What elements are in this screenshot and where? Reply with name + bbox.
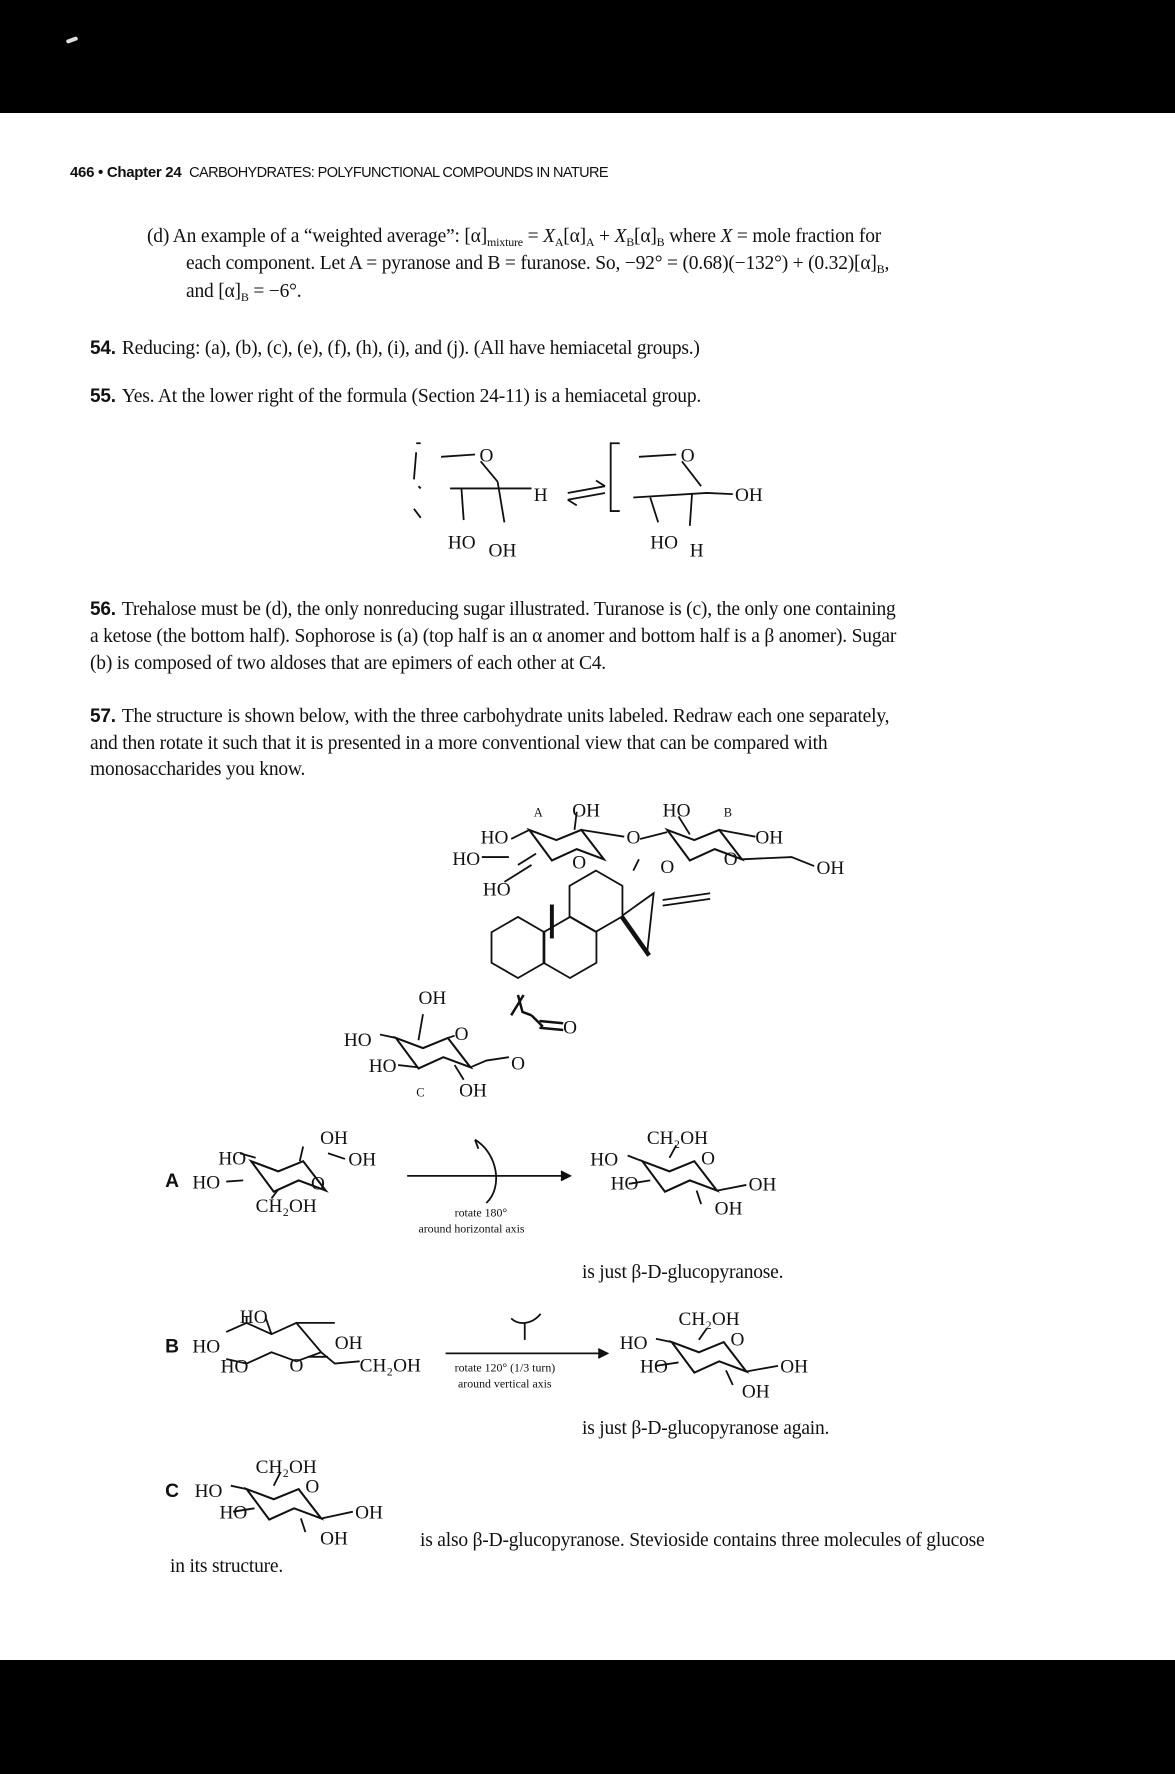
text-run: B (240, 290, 249, 304)
text-run: and [α] (186, 281, 241, 302)
answer-number: 57. (90, 706, 116, 727)
rotation-axis-a: around horizontal axis (418, 1221, 525, 1236)
sugar-a-ring (529, 830, 604, 861)
group-oh: OH (320, 1128, 348, 1150)
answer-text: Trehalose must be (d), the only nonreducing sugar illustrated. Turanose is (c), the only one containing (121, 599, 896, 620)
group-ch2oh: CH₂OH (255, 1196, 317, 1218)
ring-oxygen: O (311, 1173, 325, 1195)
ring-oxygen: O (701, 1148, 716, 1170)
ring-oxygen: O (730, 1329, 745, 1351)
text-run: B (656, 235, 665, 249)
answer-number: 54. (90, 338, 116, 359)
group-oh: OH (572, 800, 601, 822)
answer-number: 55. (90, 386, 116, 407)
text-run: B (626, 235, 635, 249)
answer-57-line-3: monosaccharides you know. (90, 759, 306, 780)
exo-methylene (663, 893, 710, 905)
group-ho: HO (640, 1356, 668, 1378)
text-run: [α] (563, 226, 586, 247)
row-label-b: B (165, 1336, 180, 1358)
result-c-text: is also β-D-glucopyranose. Stevioside contains three molecules of glucose (420, 1530, 985, 1551)
group-oh: OH (816, 857, 845, 879)
rotation-curve-b (511, 1314, 540, 1340)
unit-label-a: A (533, 805, 543, 820)
text-run: , (884, 253, 890, 274)
group-ho: HO (194, 1480, 223, 1502)
carbonyl-oxygen: O (563, 1017, 578, 1039)
ring-oxygen: O (454, 1024, 469, 1046)
group-ho: HO (219, 1502, 248, 1524)
answer-text: The structure is shown below, with the three carbohydrate units labeled. Redraw each one separately, (121, 706, 890, 727)
group-oh: OH (714, 1198, 743, 1220)
group-ho: HO (220, 1356, 249, 1378)
group-ho: HO (482, 879, 511, 901)
equilibrium-arrow (568, 481, 605, 506)
group-oh: OH (348, 1149, 377, 1171)
ring-oxygen: O (572, 852, 587, 874)
result-a-text: is just β-D-glucopyranose. (582, 1262, 784, 1283)
group-oh: OH (320, 1528, 348, 1550)
group-ho: HO (218, 1148, 247, 1170)
answer-57-line-2: and then rotate it such that it is presented in a more conventional view that can be compared with (90, 733, 828, 754)
text-run: (d) An example of a “weighted average”: [α] (147, 226, 487, 247)
substituent-ho: HO (650, 532, 679, 554)
group-ho: HO (343, 1029, 372, 1051)
text-run: B (876, 262, 885, 276)
result-c-text-2: in its structure. (170, 1556, 284, 1577)
stevioside-structure (380, 812, 814, 1080)
steroid-ring-3 (570, 871, 623, 932)
group-ho: HO (590, 1149, 619, 1171)
group-ch2oh: CH₂OH (359, 1355, 421, 1377)
result-b-text: is just β-D-glucopyranose again. (582, 1418, 830, 1439)
text-run: each component. Let A = pyranose and B = furanose. So, −92° = (0.68)(−132°) + (0.32)[α] (186, 253, 877, 274)
text-run: A (554, 235, 564, 249)
group-ch2oh: CH₂OH (255, 1457, 317, 1479)
answer-56-line-3: (b) is composed of two aldoses that are epimers of each other at C4. (90, 653, 606, 674)
ring-oxygen: O (479, 445, 494, 467)
rotation-label-a: rotate 180° (454, 1205, 508, 1220)
group-ho: HO (610, 1173, 639, 1195)
rotation-curve-a (475, 1140, 496, 1203)
substituent-ho: HO (447, 532, 476, 554)
ring-oxygen: O (289, 1355, 304, 1377)
text-run: X (720, 226, 733, 247)
group-ho: HO (368, 1055, 397, 1077)
chapter-label: Chapter 24 (106, 164, 182, 181)
scan-border-bottom (0, 1660, 1175, 1774)
linking-oxygen: O (660, 856, 675, 878)
answer-text: Yes. At the lower right of the formula (Section 24-11) is a hemiacetal group. (121, 386, 702, 407)
substituent-oh: OH (488, 540, 517, 562)
group-oh: OH (418, 988, 447, 1010)
bracket-left-open (414, 443, 421, 518)
group-ho: HO (192, 1172, 221, 1194)
page-number: 466 (70, 164, 95, 181)
text-run: where (664, 226, 721, 247)
unit-label-b: B (723, 805, 733, 820)
text-run: mixture (487, 235, 523, 249)
ring-oxygen: O (680, 445, 695, 467)
group-ho: HO (239, 1306, 268, 1328)
ester-oxygen: O (511, 1053, 526, 1075)
group-oh: OH (748, 1174, 777, 1196)
group-ho: HO (480, 827, 509, 849)
group-ho: HO (192, 1336, 221, 1358)
group-oh: OH (355, 1502, 383, 1524)
answer-number: 56. (90, 599, 116, 620)
group-oh: OH (459, 1080, 487, 1102)
row-c-figures (231, 1472, 353, 1532)
chapter-title: CARBOHYDRATES: POLYFUNCTIONAL COMPOUNDS IN NATURE (189, 165, 608, 181)
unit-label-c: C (416, 1085, 425, 1100)
row-a-figures (226, 1140, 746, 1204)
ring-oxygen: O (305, 1476, 320, 1498)
group-ho: HO (452, 848, 481, 870)
header-bullet: • (98, 164, 103, 181)
substituent-h: H (533, 484, 548, 506)
text-run: = (522, 226, 544, 247)
rotation-axis-b: around vertical axis (458, 1376, 552, 1391)
answer-text: Reducing: (a), (b), (c), (e), (f), (h), (i), and (j). (All have hemiacetal groups.) (121, 338, 700, 359)
text-run: X (543, 226, 555, 247)
text-run: A (585, 235, 595, 249)
substituent-oh: OH (735, 484, 763, 506)
group-ho: HO (662, 800, 691, 822)
bracket-right (611, 443, 620, 511)
group-oh: OH (755, 827, 784, 849)
group-oh: OH (741, 1381, 770, 1403)
text-run: + (594, 226, 615, 247)
group-ho: HO (619, 1332, 648, 1354)
text-run: = −6°. (248, 281, 302, 302)
group-oh: OH (334, 1332, 363, 1354)
row-label-a: A (165, 1171, 180, 1193)
text-run: [α] (634, 226, 657, 247)
text-run: = mole fraction for (732, 226, 882, 247)
text-run: X (614, 226, 627, 247)
answer-56-line-2: a ketose (the bottom half). Sophorose is (a) (top half is an α anomer and bottom half is a β anomer). Sugar (90, 626, 897, 647)
group-ch2oh: CH₂OH (678, 1309, 740, 1331)
group-oh: OH (780, 1356, 809, 1378)
linking-oxygen: O (626, 827, 641, 849)
substituent-h: H (689, 540, 704, 562)
group-ch2oh: CH₂OH (646, 1128, 709, 1150)
ring-oxygen: O (723, 848, 738, 870)
steroid-ring-1 (492, 917, 545, 978)
row-label-c: C (165, 1480, 180, 1502)
rotation-label-b: rotate 120° (1/3 turn) (454, 1360, 556, 1375)
